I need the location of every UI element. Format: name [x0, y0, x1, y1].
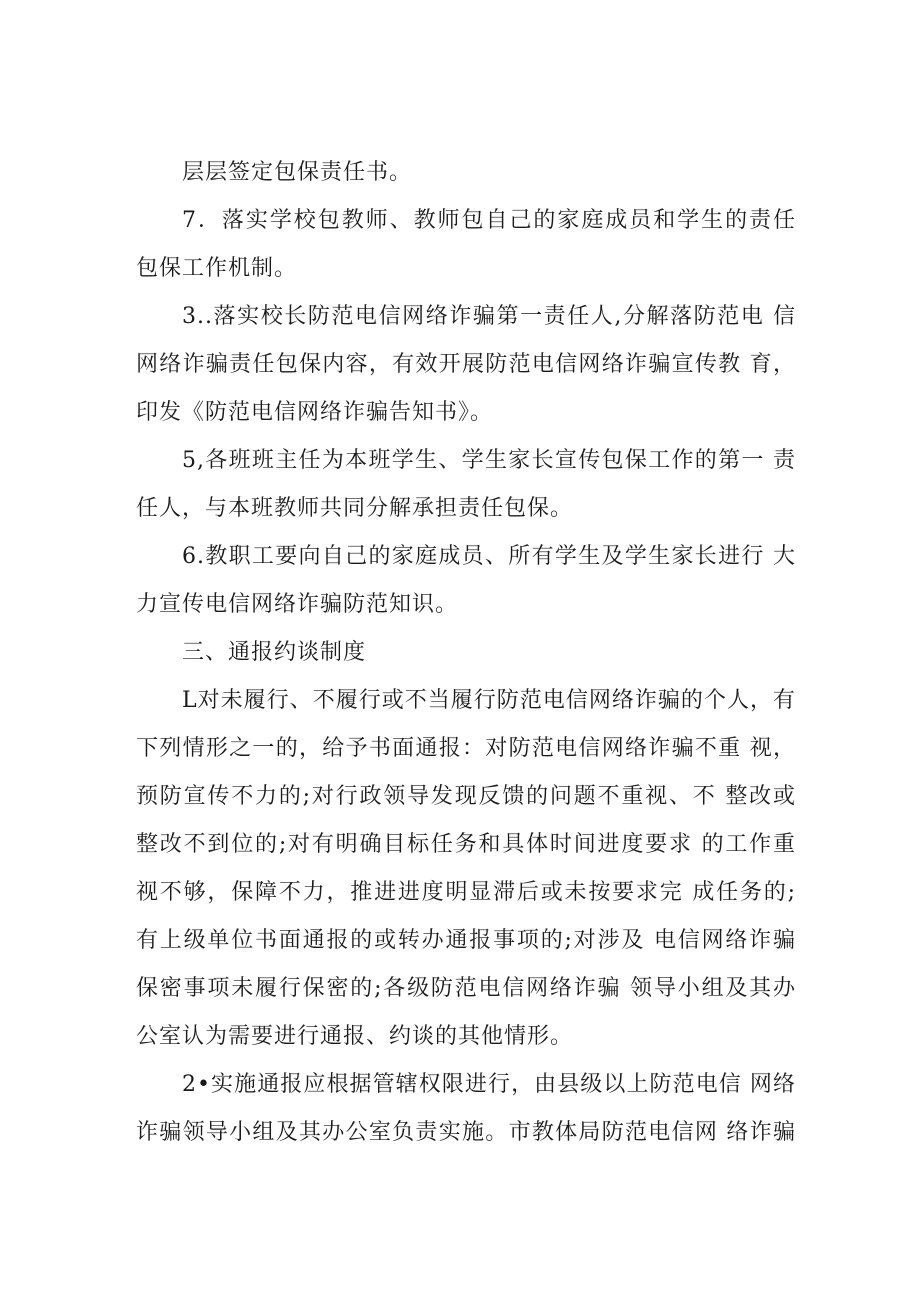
section-heading: 三、通报约谈制度: [182, 640, 367, 665]
text-line: 5,各班班主任为本班学生、学生家长宣传包保工作的第一 责: [182, 448, 796, 473]
text-line: 层层签定包保责任书。: [182, 160, 413, 185]
text-line: 视不够，保障不力，推进进度明显滞后或未按要求完 成任务的;: [136, 880, 796, 905]
text-line: 下列情形之一的，给予书面通报：对防范电信网络诈骗不重 视，: [136, 736, 796, 761]
text-line: 有上级单位书面通报的或转办通报事项的;对涉及 电信网络诈骗: [136, 928, 796, 953]
text-line: 3..落实校长防范电信网络诈骗第一责任人,分解落防范电 信: [182, 304, 796, 329]
text-line: 印发《防范电信网络诈骗告知书》。: [136, 400, 494, 425]
text-line: 包保工作机制。: [136, 256, 298, 281]
text-line: 保密事项未履行保密的;各级防范电信网络诈骗 领导小组及其办: [136, 976, 796, 1001]
text-line: 网络诈骗责任包保内容，有效开展防范电信网络诈骗宣传教 育，: [136, 352, 796, 377]
text-line: L对未履行、不履行或不当履行防范电信网络诈骗的个人，有: [182, 688, 796, 713]
text-line: 公室认为需要进行通报、约谈的其他情形。: [136, 1024, 574, 1049]
text-line: 诈骗领导小组及其办公室负责实施。市教体局防范电信网 络诈骗: [136, 1120, 796, 1145]
text-line: 预防宣传不力的;对行政领导发现反馈的问题不重视、不 整改或: [136, 784, 796, 809]
text-line: 2•实施通报应根据管辖权限进行，由县级以上防范电信 网络: [182, 1072, 796, 1097]
text-line: 7．落实学校包教师、教师包自己的家庭成员和学生的责任: [182, 208, 796, 233]
text-line: 力宣传电信网络诈骗防范知识。: [136, 592, 459, 617]
text-line: 整改不到位的;对有明确目标任务和具体时间进度要求 的工作重: [136, 832, 796, 857]
text-line: 任人，与本班教师共同分解承担责任包保。: [136, 496, 574, 521]
text-line: 6.教职工要向自己的家庭成员、所有学生及学生家长进行 大: [182, 544, 796, 569]
